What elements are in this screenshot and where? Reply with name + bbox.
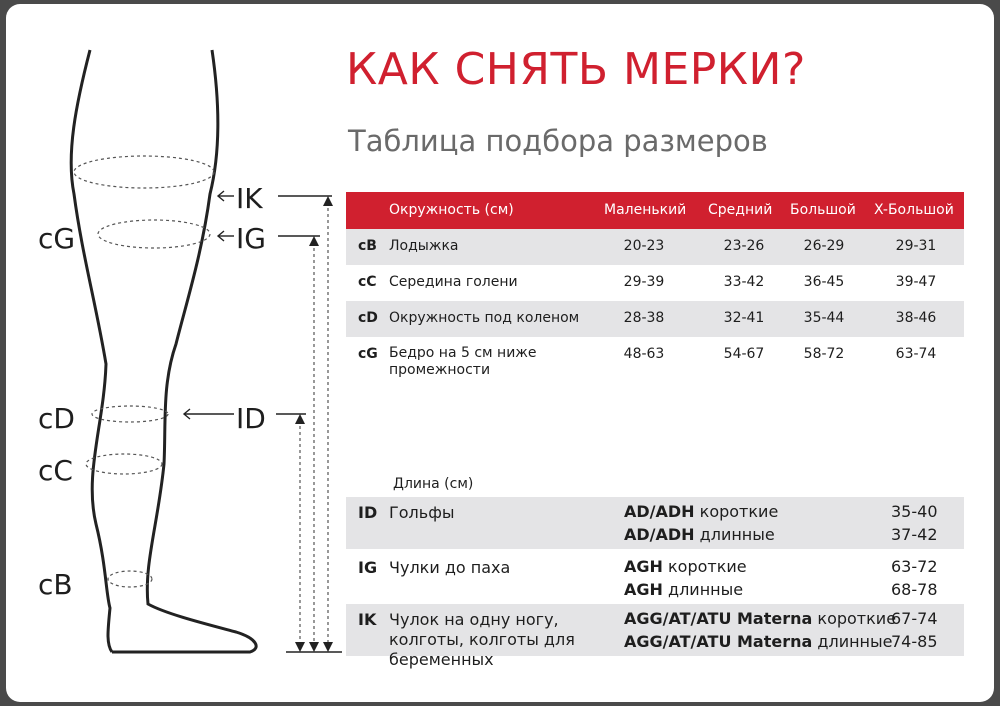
row-name: Чулок на одну ногу, колготы, колготы для беременных <box>389 610 575 669</box>
header-medium: Средний <box>708 202 773 218</box>
row-code: ID <box>358 503 378 522</box>
cell-medium: 33-42 <box>723 274 765 290</box>
cell-medium: 54-67 <box>723 346 765 362</box>
cell-small: 29-39 <box>623 274 665 290</box>
row-name: Лодыжка <box>389 238 459 254</box>
length-value-long: 74-85 <box>891 632 938 651</box>
cell-xlarge: 39-47 <box>895 274 937 290</box>
row-name: Чулки до паха <box>389 558 511 577</box>
cell-small: 20-23 <box>623 238 665 254</box>
row-name: Гольфы <box>389 503 455 522</box>
cell-medium: 32-41 <box>723 310 765 326</box>
label-cc: cC <box>38 454 73 487</box>
table-row <box>346 265 964 301</box>
length-value-long: 37-42 <box>891 525 938 544</box>
circumference-table <box>346 192 964 381</box>
cd-ellipse <box>92 406 168 422</box>
table-header <box>346 192 964 229</box>
length-row <box>346 552 964 604</box>
cell-large: 36-45 <box>803 274 845 290</box>
cell-xlarge: 29-31 <box>895 238 937 254</box>
row-code: cC <box>358 274 377 290</box>
cell-xlarge: 38-46 <box>895 310 937 326</box>
page-title: КАК СНЯТЬ МЕРКИ? <box>346 44 806 95</box>
row-name: Бедро на 5 см ниже промежности <box>389 345 537 378</box>
leg-diagram <box>6 4 346 702</box>
leg-outline-back <box>71 50 112 652</box>
header-large: Большой <box>790 202 856 218</box>
leg-outline-front <box>112 50 256 652</box>
length-value-short: 67-74 <box>891 609 938 628</box>
length-row <box>346 604 964 669</box>
label-ig: IG <box>236 222 266 255</box>
length-value-short: 35-40 <box>891 502 938 521</box>
model-long: AD/ADH длинные <box>624 525 775 544</box>
table-row <box>346 229 964 265</box>
model-short: AD/ADH короткие <box>624 502 779 521</box>
model-long: AGG/AT/ATU Materna длинные <box>624 632 893 651</box>
page-frame <box>6 4 994 702</box>
cg-ellipse <box>98 220 210 248</box>
label-id: ID <box>236 402 266 435</box>
row-name: Окружность под коленом <box>389 310 580 326</box>
length-value-long: 68-78 <box>891 580 938 599</box>
table-row <box>346 301 964 337</box>
header-small: Маленький <box>604 202 687 218</box>
model-short: AGG/AT/ATU Materna короткие <box>624 609 897 628</box>
header-circumference: Окружность (см) <box>389 202 514 218</box>
label-cd: cD <box>38 402 75 435</box>
row-code: cG <box>358 346 378 362</box>
cb-ellipse <box>108 571 152 587</box>
header-xlarge: X-Большой <box>874 202 954 218</box>
label-cg: cG <box>38 222 76 255</box>
row-name: Середина голени <box>389 274 518 290</box>
cc-ellipse <box>86 454 162 474</box>
cell-large: 35-44 <box>803 310 845 326</box>
model-short: AGH короткие <box>624 557 747 576</box>
length-caption: Длина (см) <box>393 476 474 492</box>
row-code: cB <box>358 238 377 254</box>
row-code: IK <box>358 610 377 629</box>
cell-small: 28-38 <box>623 310 665 326</box>
model-long: AGH длинные <box>624 580 744 599</box>
ik-ellipse <box>74 156 214 188</box>
cell-medium: 23-26 <box>723 238 765 254</box>
page-subtitle: Таблица подбора размеров <box>348 124 768 158</box>
cell-large: 26-29 <box>803 238 845 254</box>
cell-small: 48-63 <box>623 346 665 362</box>
table-row <box>346 337 964 381</box>
cell-xlarge: 63-74 <box>895 346 937 362</box>
label-ik: IK <box>236 182 263 215</box>
cell-large: 58-72 <box>803 346 845 362</box>
length-row <box>346 497 964 549</box>
row-code: IG <box>358 558 378 577</box>
length-value-short: 63-72 <box>891 557 938 576</box>
label-cb: cB <box>38 568 73 601</box>
row-code: cD <box>358 310 378 326</box>
